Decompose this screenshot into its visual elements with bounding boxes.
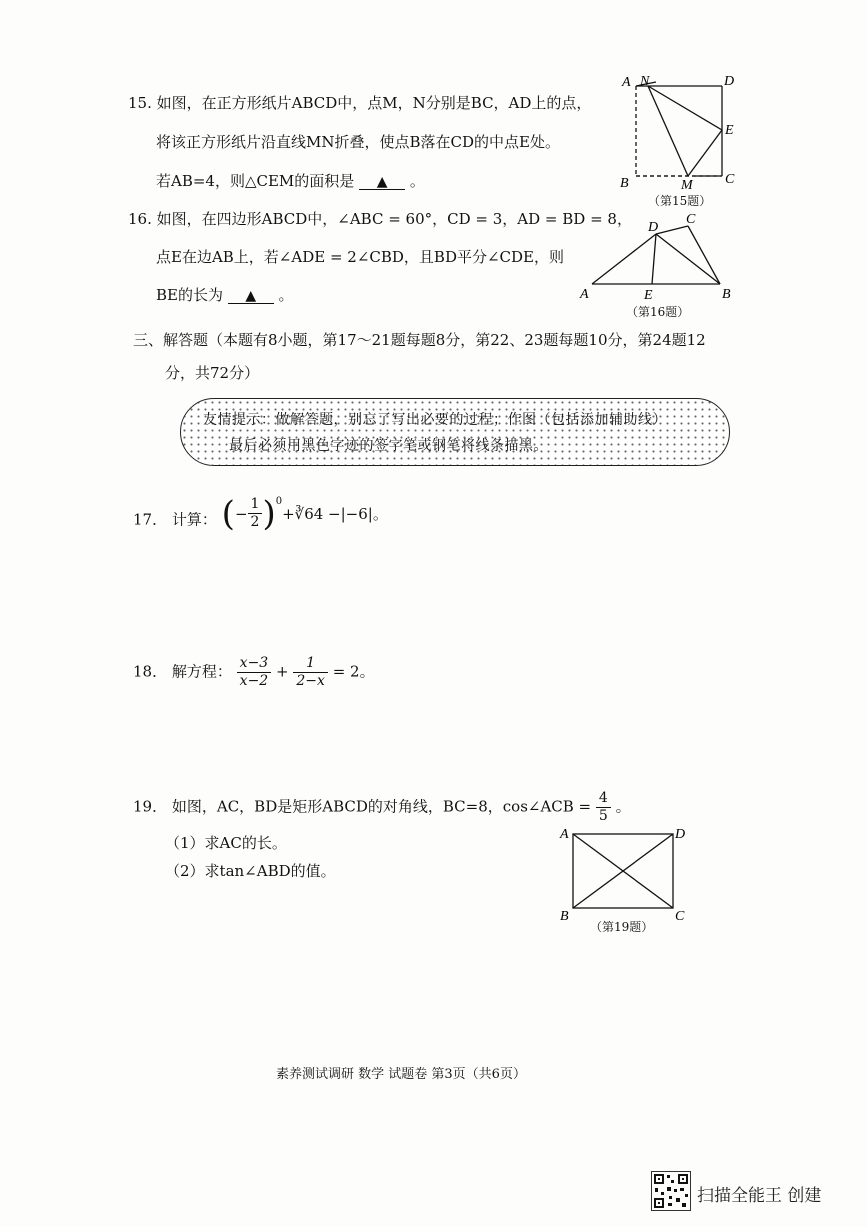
q19-caption: （第19题） — [590, 920, 654, 934]
q17-rest: +∛64 −|−6|。 — [282, 505, 388, 523]
q15-end: 。 — [409, 172, 425, 190]
q19-label-A: A — [560, 827, 569, 842]
q16-number: 16. — [128, 210, 152, 228]
q16-end: 。 — [278, 286, 294, 304]
q16-line1 — [128, 208, 632, 229]
fraction-denominator: x−2 — [239, 673, 269, 689]
q15-text-1: 如图，在正方形纸片ABCD中，点M，N分别是BC，AD上的点， — [156, 94, 592, 112]
q16-caption: （第16题） — [626, 305, 690, 319]
paren-right: ) — [262, 493, 276, 534]
q15-label-M: M — [681, 178, 693, 193]
q15-label-D: D — [724, 74, 735, 89]
tip-line-2: 最后必须用黑色字迹的签字笔或钢笔将线条描黑。 — [229, 438, 548, 454]
scanner-watermark: 扫描全能王 创建 — [697, 1186, 822, 1206]
q15-caption: （第15题） — [648, 194, 712, 208]
tip-box — [180, 398, 730, 466]
section-header: 三、解答题（本题有8小题，第17～21题每题8分，第22、23题每题10分，第24题12 — [133, 331, 706, 349]
q15-number: 15. — [128, 94, 152, 112]
triangle-icon: ▲ — [376, 174, 388, 190]
q15-label-A: A — [622, 75, 631, 90]
q19-sub1: （1）求AC的长。 — [165, 834, 287, 852]
q19-figure — [558, 822, 694, 922]
tip-line-1: 友情提示：做解答题，别忘了写出必要的过程；作图（包括添加辅助线） — [203, 412, 667, 428]
qr-code-icon — [651, 1171, 691, 1211]
fraction-denominator: 2−x — [296, 673, 325, 689]
fraction-numerator: x−3 — [237, 655, 272, 673]
q19-label-B: B — [560, 909, 569, 922]
q18-fraction-2 — [293, 655, 328, 690]
q16-figure — [578, 208, 738, 304]
q15-label-N: N — [640, 74, 650, 89]
fraction-numerator: 1 — [248, 496, 263, 514]
q16-label-B: B — [722, 287, 731, 302]
q19-label-D: D — [675, 827, 686, 842]
q16-line3 — [156, 284, 294, 305]
q19-fraction — [596, 790, 611, 825]
q18-fraction-1 — [237, 655, 272, 690]
q15-label-E: E — [725, 123, 734, 138]
q16-line2: 点E在边AB上，若∠ADE = 2∠CBD，且BD平分∠CDE，则 — [156, 248, 564, 266]
section-header-cont: 分，共72分） — [165, 364, 260, 382]
q16-label-C: C — [686, 212, 696, 227]
q15-line1 — [128, 92, 591, 113]
q16-label-D: D — [648, 220, 659, 235]
q19-line1 — [133, 790, 631, 825]
fraction-numerator: 1 — [293, 655, 328, 673]
q18-label: 解方程： — [171, 662, 232, 681]
q16-text-1: 如图，在四边形ABCD中，∠ABC = 60°，CD = 3，AD = BD = 8， — [156, 210, 632, 228]
q15-figure — [612, 68, 742, 208]
answer-blank — [359, 174, 405, 190]
q15-line3 — [156, 170, 425, 191]
q17 — [133, 493, 388, 534]
q18 — [133, 655, 375, 690]
q15-line2: 将该正方形纸片沿直线MN折叠，使点B落在CD的中点E处。 — [156, 133, 560, 151]
q16-text-3: BE的长为 — [156, 286, 223, 304]
q18-rest: = 2。 — [332, 662, 375, 681]
q15-label-B: B — [620, 176, 629, 191]
q16-label-E: E — [644, 288, 653, 303]
q15-text-3: 若AB=4，则△CEM的面积是 — [156, 172, 355, 190]
paren-left: ( — [221, 493, 235, 534]
q19-sub2: （2）求tan∠ABD的值。 — [165, 862, 336, 880]
fraction-denominator: 5 — [598, 808, 608, 824]
answer-blank — [228, 288, 274, 304]
q16-label-A: A — [580, 287, 589, 302]
q17-label: 计算： — [171, 510, 217, 529]
q19-text: 如图，AC，BD是矩形ABCD的对角线，BC=8，cos∠ACB = — [171, 797, 592, 816]
plus-sign: + — [276, 662, 289, 681]
q19-number: 19． — [133, 797, 168, 816]
triangle-icon: ▲ — [245, 288, 257, 304]
q17-number: 17． — [133, 510, 168, 529]
q17-fraction — [248, 496, 263, 531]
fraction-denominator: 2 — [250, 514, 260, 530]
exponent: 0 — [275, 496, 283, 507]
q18-number: 18． — [133, 662, 168, 681]
q19-end: 。 — [615, 797, 631, 816]
q17-expression — [221, 493, 388, 534]
q19-label-C: C — [675, 909, 685, 922]
fraction-numerator: 4 — [596, 790, 611, 808]
q15-label-C: C — [725, 172, 735, 187]
page-footer: 素养测试调研 数学 试题卷 第3页（共6页） — [276, 1067, 526, 1082]
minus-sign: − — [234, 504, 248, 523]
